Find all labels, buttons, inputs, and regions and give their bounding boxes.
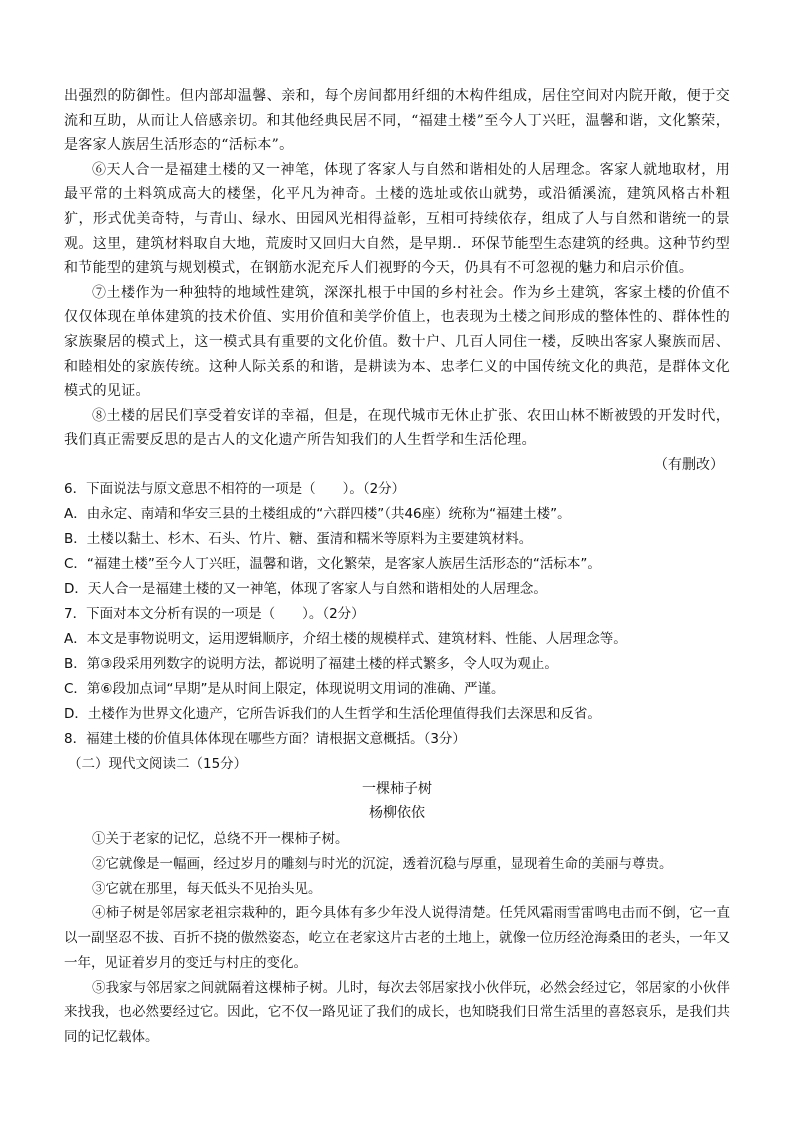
question-6-option-a: A．由永定、南靖和华安三县的土楼组成的“六群四楼”（共46座）统称为“福建土楼”。 (64, 505, 571, 522)
question-7-option-b: B．第③段采用列数字的说明方法，都说明了福建土楼的样式繁多，令人叹为观止。 (64, 655, 558, 672)
document-page (64, 84, 730, 1050)
article-paragraph-6: ⑥天人合一是福建土楼的又一神笔，体现了客家人与自然和谐相处的人居理念。客家人就地取材，用最平常的土料筑成高大的楼堡，化平凡为神奇。土楼的选址或依山就势，或沿循溪流，建筑风格古朴粗犷，形式优美奇特，与青山、绿水、田园风光相得益彰，互相可持续依存，组成了人与自然和谐统一的景观。这里，建筑材料取自大地，荒废时又回归大自然，是早期.．环保节能型生态建筑的经典。这种节约型和节能型的建筑与规划模式，在钢筋水泥充斥人们视野的今天，仍具有不可忽视的魅力和启示价值。 (64, 161, 730, 277)
question-6-option-b: B．土楼以黏土、杉木、石头、竹片、糖、蛋清和糯米等原料为主要建筑材料。 (64, 530, 533, 547)
story-title: 一棵柿子树 (362, 780, 432, 797)
section-heading: （二）现代文阅读二（15分） (68, 755, 248, 772)
abridged-note: （有删改） (654, 456, 724, 473)
story-paragraph-3: ③它就在那里，每天低头不见抬头见。 (92, 880, 322, 897)
question-6-option-c: C．“福建土楼”至今人丁兴旺，温馨和谐，文化繁荣，是客家人族居生活形态的“活标本”。 (64, 555, 601, 572)
article-paragraph-continued: 出强烈的防御性。但内部却温馨、亲和，每个房间都用纤细的木构件组成，居住空间对内院开敞，便于交流和互助，从而让人倍感亲切。和其他经典民居不同，“福建土楼”至今人丁兴旺，温馨和谐，文化繁荣，是客家人族居生活形态的“活标本”。 (64, 88, 730, 154)
question-7-option-c: C．第⑥段加点词“早期”是从时间上限定，体现说明文用词的准确、严谨。 (64, 680, 505, 697)
article-paragraph-8: ⑧土楼的居民们享受着安详的幸福，但是，在现代城市无休止扩张、农田山林不断被毁的开发时代，我们真正需要反思的是古人的文化遗产所告知我们的人生哲学和生活伦理。 (64, 407, 730, 449)
story-author: 杨柳依依 (369, 804, 425, 821)
question-6-option-d: D．天人合一是福建土楼的又一神笔，体现了客家人与自然和谐相处的人居理念。 (64, 580, 547, 597)
story-paragraph-1: ①关于老家的记忆，总绕不开一棵柿子树。 (92, 830, 349, 847)
story-paragraph-4: ④柿子树是邻居家老祖宗栽种的，距今具体有多少年没人说得清楚。任凭风霜雨雪雷鸣电击而不倒，它一直以一副坚忍不拔、百折不挠的傲然姿态，屹立在老家这片古老的土地上，就像一位历经沧海桑田的老头，一年又一年，见证着岁月的变迁与村庄的变化。 (64, 905, 730, 971)
question-7-stem: 7．下面对本文分析有误的一项是（ ）。（2分） (64, 605, 365, 622)
story-paragraph-2: ②它就像是一幅画，经过岁月的雕刻与时光的沉淀，透着沉稳与厚重，显现着生命的美丽与尊贵。 (92, 855, 673, 872)
question-6-stem: 6．下面说法与原文意思不相符的一项是（ ）。（2分） (64, 480, 406, 497)
question-7-option-d: D．土楼作为世界文化遗产，它所告诉我们的人生哲学和生活伦理值得我们去深思和反省。 (64, 705, 601, 722)
article-paragraph-7: ⑦土楼作为一种独特的地域性建筑，深深扎根于中国的乡村社会。作为乡土建筑，客家土楼的价值不仅仅体现在单体建筑的技术价值、实用价值和美学价值上，也表现为土楼之间形成的整体性的、群体性的家族聚居的模式上，这一模式具有重要的文化价值。数十户、几百人同住一楼，反映出客家人聚族而居、和睦相处的家族传统。这种人际关系的和谐，是耕读为本、忠孝仁义的中国传统文化的典范，是群体文化模式的见证。 (64, 284, 730, 400)
question-7-option-a: A．本文是事物说明文，运用逻辑顺序，介绍土楼的规模样式、建筑材料、性能、人居理念等。 (64, 630, 627, 647)
story-paragraph-5: ⑤我家与邻居家之间就隔着这棵柿子树。儿时，每次去邻居家找小伙伴玩，必然会经过它，邻居家的小伙伴来找我，也必然要经过它。因此，它不仅一路见证了我们的成长，也知晓我们日常生活里的喜怒哀乐，是我们共同的记忆载体。 (64, 979, 730, 1046)
question-8: 8．福建土楼的价值具体体现在哪些方面？请根据文意概括。（3分） (64, 730, 466, 747)
